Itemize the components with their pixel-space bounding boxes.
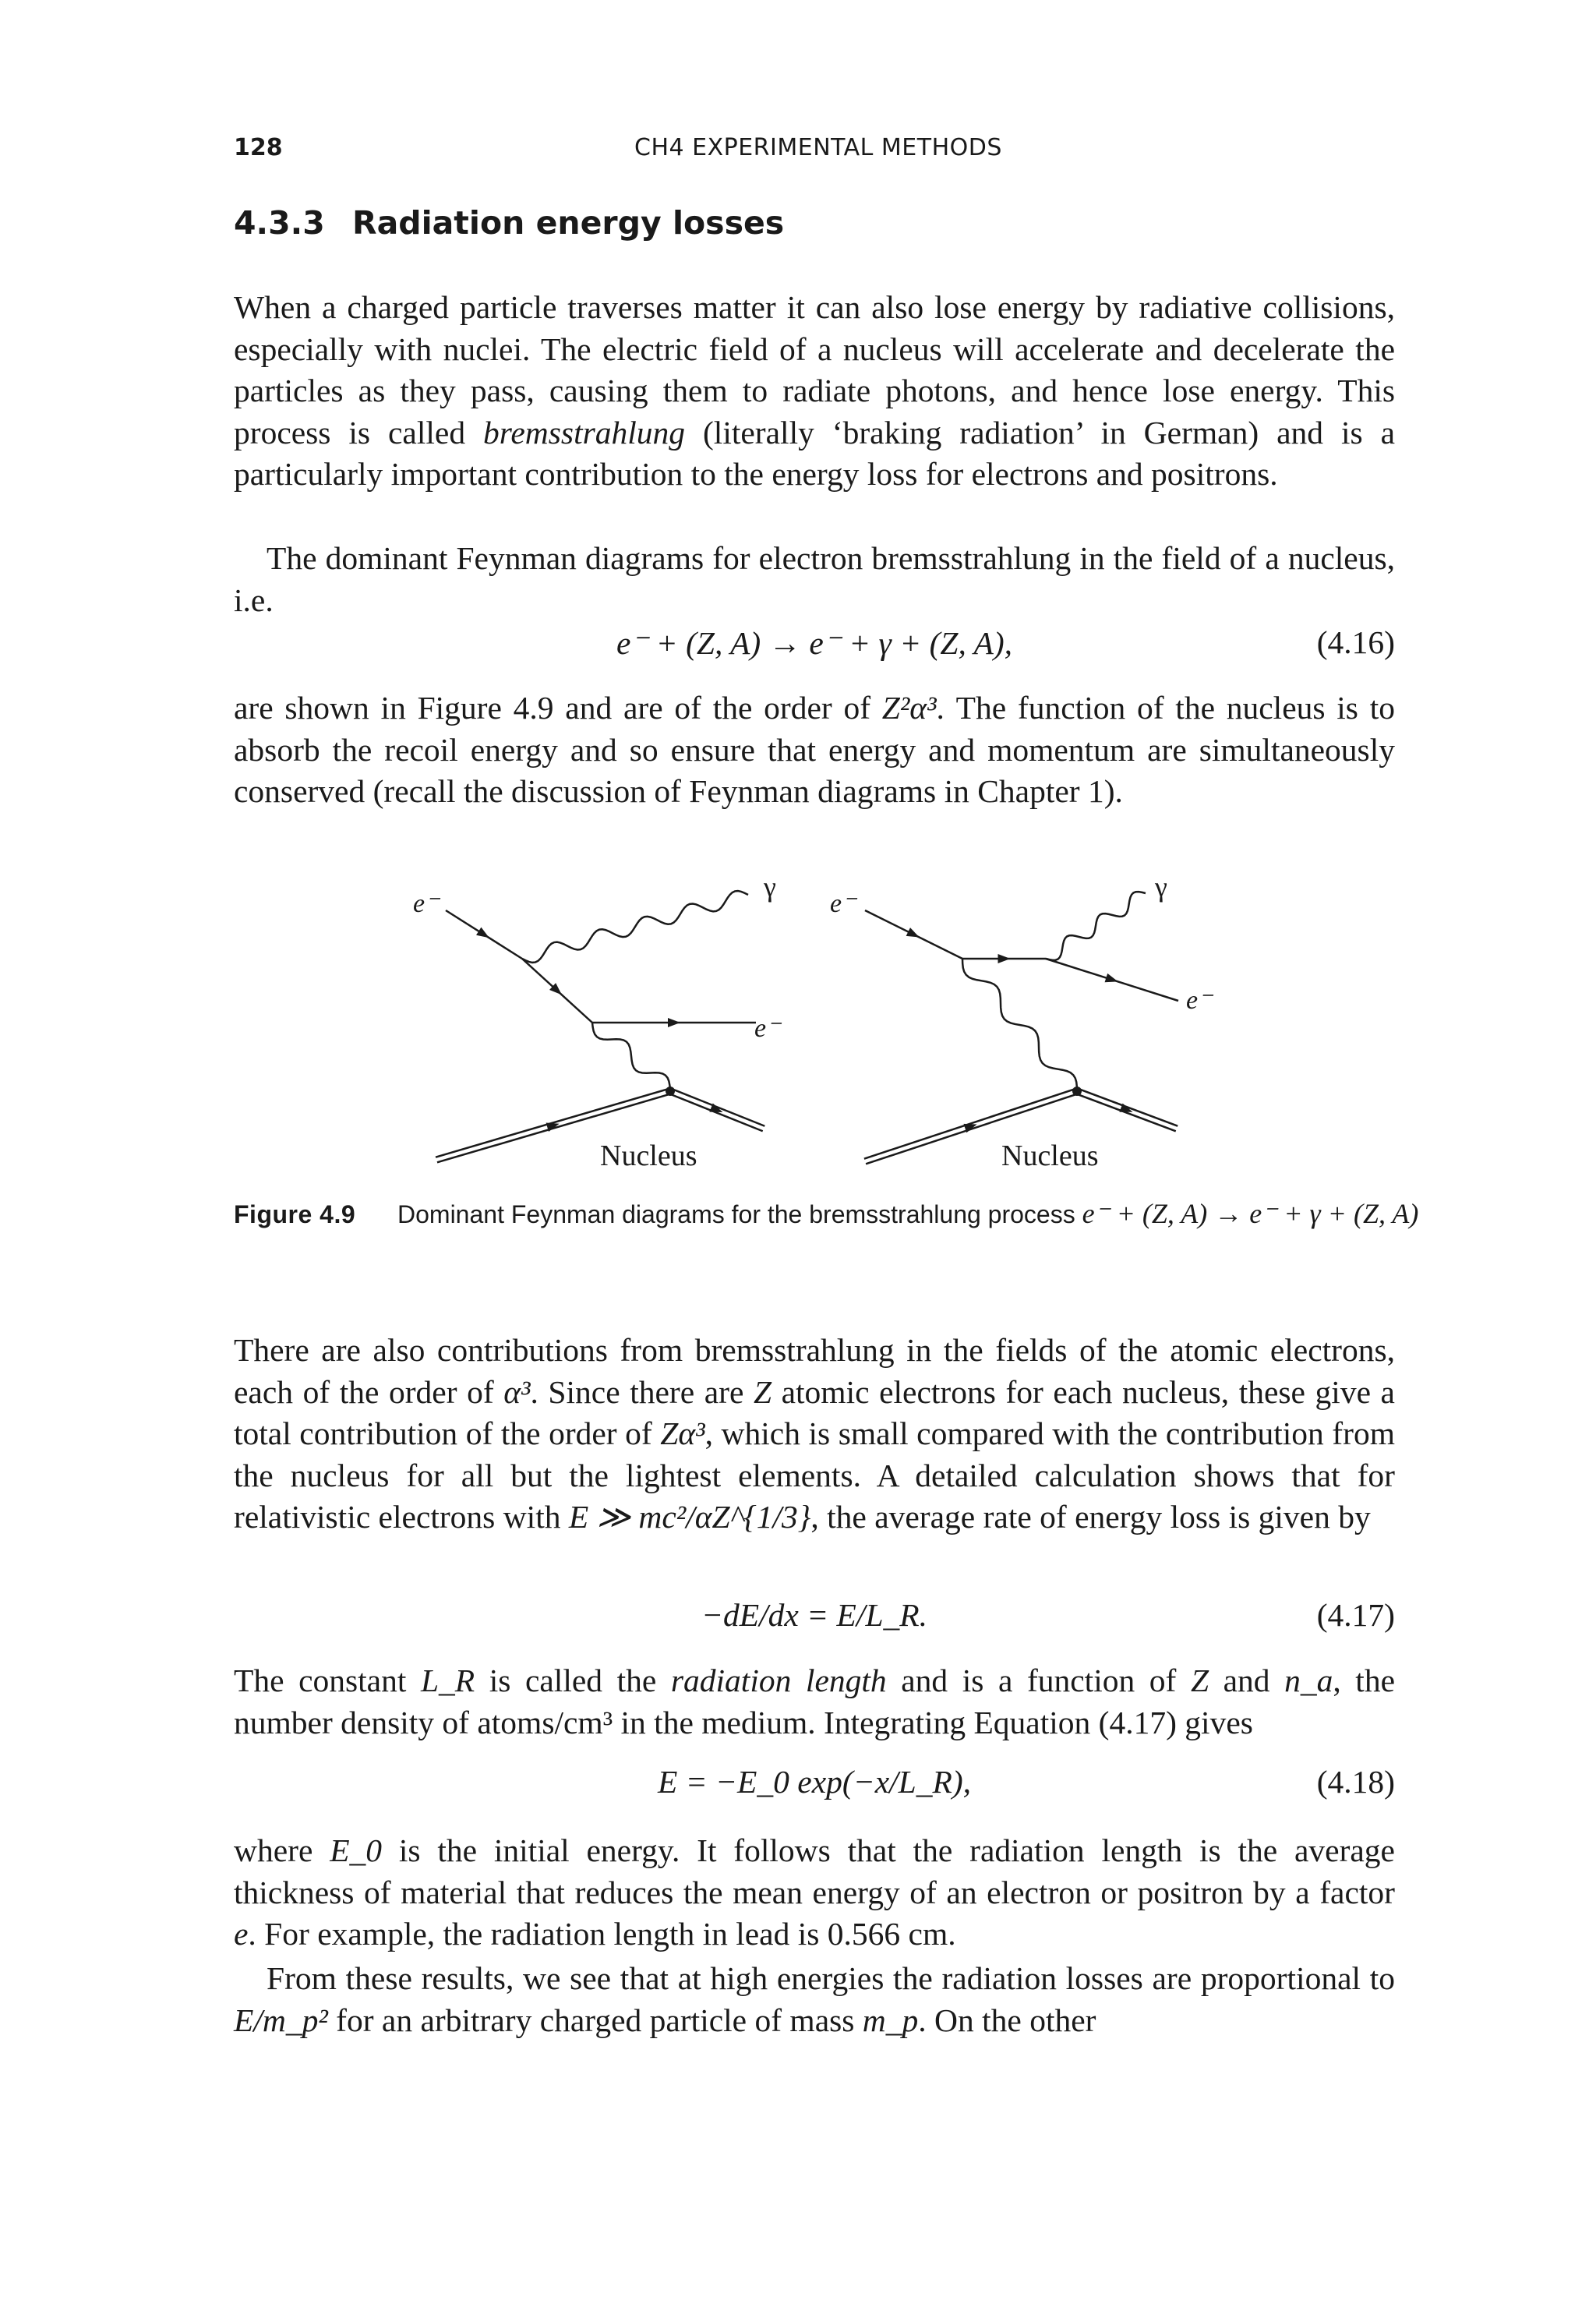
right-outgoing-electron-arrow [1105, 973, 1118, 982]
caption-text: Dominant Feynman diagrams for the bremsstrahlung process [397, 1200, 1082, 1228]
equation-body: e⁻ + (Z, A) → e⁻ + γ + (Z, A), [616, 625, 1013, 661]
equation-number: (4.18) [1316, 1764, 1395, 1800]
paragraph-4: There are also contributions from bremsstrahlung in the fields of the atomic electrons, each of the order of α³. Since there are Z atomic electrons for each nucleus, these give a total contribution of the order of Zα³, which is small compared with the contribution from the nucleus for all but the lightest elements. A detailed calculation shows that for relativistic electrons with E ≫ mc²/αZ^{1/3}, the average rate of energy loss is given by [234, 1332, 1395, 1535]
equation-body: −dE/dx = E/L_R. [701, 1597, 927, 1633]
right-nucleus-outgoing-second [1078, 1089, 1178, 1126]
left-incoming-electron-arrow [476, 928, 489, 938]
left-nucleus-vertex [666, 1087, 675, 1096]
right-label-outgoing-electron: e⁻ [1186, 986, 1213, 1015]
paragraph-2: The dominant Feynman diagrams for electron bremsstrahlung in the field of a nucleus, i.e. [234, 540, 1395, 618]
equation-4-18 [234, 1763, 1395, 1807]
figure-caption [234, 1197, 1419, 1230]
left-exchange-photon [592, 1023, 670, 1090]
caption-math: e⁻ + (Z, A) → e⁻ + γ + (Z, A) [1082, 1198, 1419, 1229]
equation-4-16 [234, 624, 1395, 667]
chapter-title: CH4 EXPERIMENTAL METHODS [634, 134, 1002, 161]
equation-body: E = −E_0 exp(−x/L_R), [657, 1764, 972, 1800]
left-label-outgoing-electron: e⁻ [754, 1014, 781, 1043]
right-label-incoming-electron: e⁻ [830, 889, 856, 918]
paragraph-6: where E_0 is the initial energy. It follows that the radiation length is the average thickness of material that reduces the mean energy of an electron or positron by a factor e. For example, the radiation length in lead is 0.566 cm. [234, 1832, 1395, 1952]
left-label-photon: γ [764, 871, 776, 903]
right-exchange-photon [962, 959, 1077, 1091]
left-nucleus-outgoing-second [671, 1089, 764, 1126]
right-photon [1046, 892, 1146, 960]
equation-number: (4.17) [1316, 1597, 1395, 1633]
running-head [234, 134, 1395, 173]
right-incoming-electron-arrow [906, 928, 920, 937]
paragraph-7: From these results, we see that at high energies the radiation losses are proportional to E/m_p² for an arbitrary charged particle of mass m_p. On the other [234, 1960, 1395, 2038]
term-bremsstrahlung: bremsstrahlung [483, 414, 686, 451]
left-outgoing-electron-arrow [668, 1018, 680, 1027]
left-nucleus-outgoing [669, 1094, 763, 1131]
section-heading [234, 204, 784, 242]
energy-condition: E ≫ mc²/αZ^{1/3} [568, 1499, 811, 1535]
equation-4-17 [234, 1596, 1395, 1640]
right-nucleus-outgoing [1076, 1094, 1176, 1131]
section-number: 4.3.3 [234, 204, 325, 242]
paragraph-5: The constant L_R is called the radiation length and is a function of Z and n_a, the number density of atoms/cm³ in the medium. Integrating Equation (4.17) gives [234, 1663, 1396, 1740]
order-z2alpha3: Z²α³ [881, 690, 937, 726]
paragraph-1: When a charged particle traverses matter it can also lose energy by radiative collisions, especially with nuclei. The electric field of a nucleus will accelerate and decelerate the particles as they pass, causing them to radiate photons, and hence lose energy. This process is called bremsstrahlung (literally ‘braking radiation’ in German) and is a particularly important contribution to the energy loss for electrons and positrons. [234, 289, 1395, 492]
right-label-photon: γ [1155, 871, 1167, 903]
term-radiation-length: radiation length [670, 1663, 887, 1698]
left-label-incoming-electron: e⁻ [413, 889, 440, 918]
figure-label: Figure 4.9 [234, 1200, 356, 1228]
left-photon [522, 891, 748, 963]
right-internal-electron-arrow [998, 954, 1011, 963]
paragraph-3: are shown in Figure 4.9 and are of the order of Z²α³. The function of the nucleus is to absorb the recoil energy and so ensure that energy and momentum are simultaneously conserved (recall the discussion of Feynman diagrams in Chapter 1). [234, 690, 1395, 809]
right-nucleus-vertex [1072, 1087, 1082, 1096]
figure-4-9 [405, 856, 1247, 1183]
feynman-diagrams [405, 856, 1247, 1183]
right-label-nucleus: Nucleus [1001, 1140, 1099, 1172]
section-title: Radiation energy losses [352, 204, 785, 242]
left-label-nucleus: Nucleus [600, 1140, 697, 1172]
page-number: 128 [234, 134, 283, 161]
equation-number: (4.16) [1316, 624, 1395, 660]
